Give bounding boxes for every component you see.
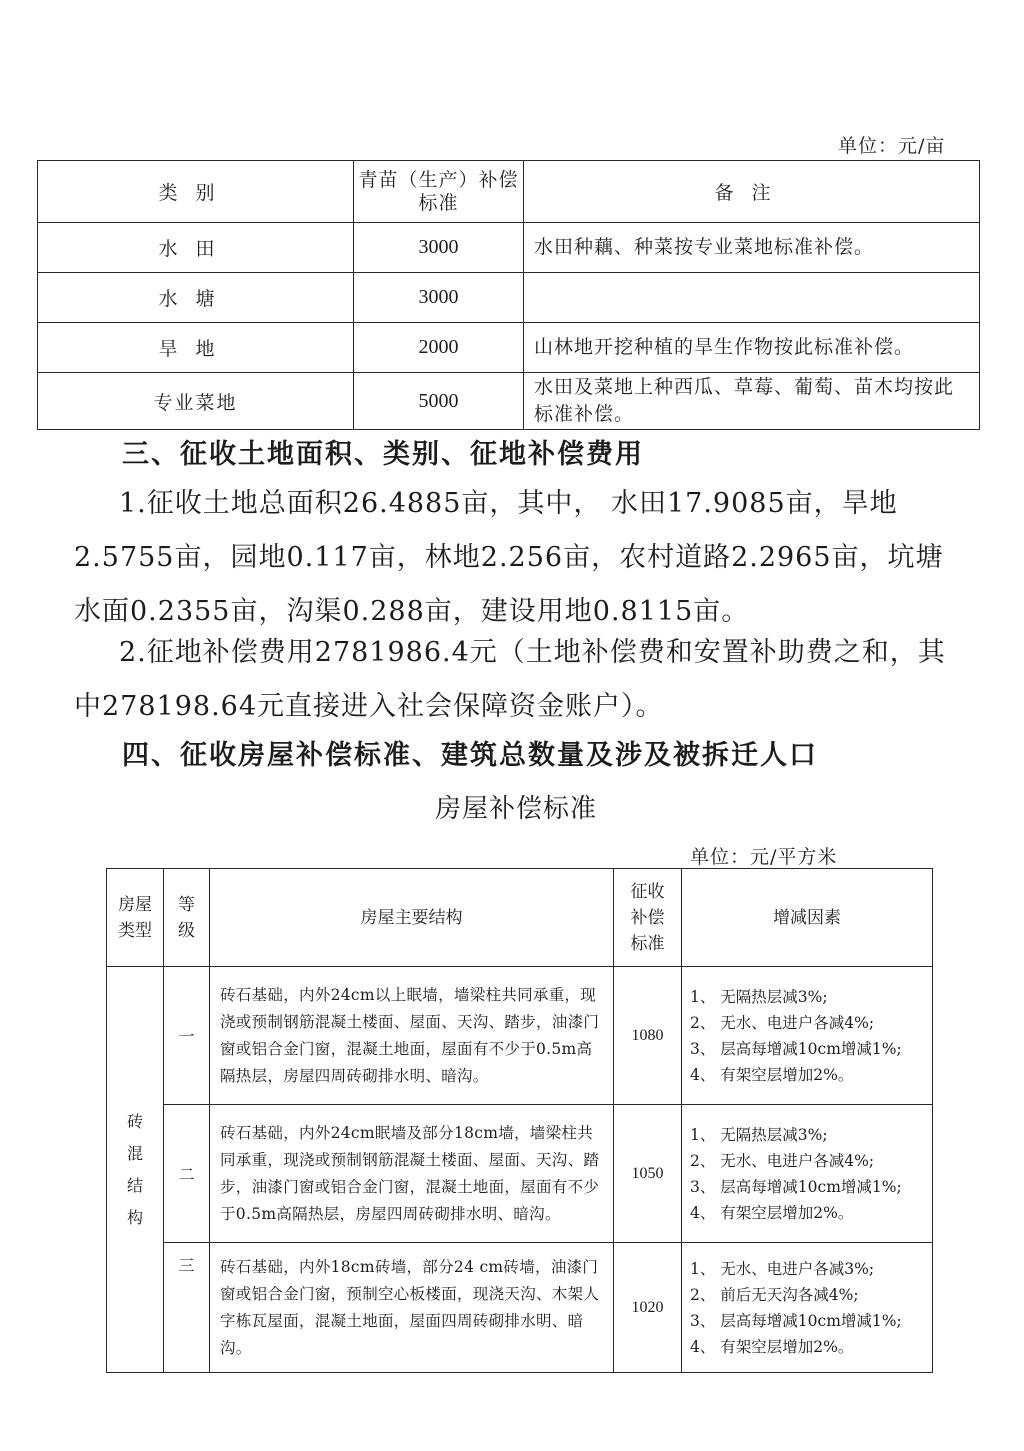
house-table-unit: 单位：元/平方米	[690, 846, 838, 868]
table-row	[38, 273, 980, 323]
paragraph-land-area: 1.征收土地总面积26.4885亩，其中， 水田17.9085亩，旱地2.5755亩，园地0.117亩，林地2.256亩，农村道路2.2965亩，坑塘水面0.2355亩，沟渠0.288亩，建设用地0.8115亩。	[74, 488, 944, 627]
factors-cell: 1、 无隔热层减3%; 2、 无水、电进户各减4%; 3、 层高每增减10cm增减1%; 4、 有架空层增加2%。	[682, 1105, 933, 1243]
structure-cell: 砖石基础，内外18cm砖墙，部分24 cm砖墙，油漆门窗或铝合金门窗，预制空心板楼面，现浇天沟、木架人字栋瓦屋面，混凝土地面，屋面四周砖砌排水明、暗沟。	[210, 1243, 614, 1373]
standard-cell: 2000	[354, 323, 524, 373]
note-cell: 山林地开挖种植的旱生作物按此标准补偿。	[524, 323, 980, 373]
grade-cell: 一	[164, 967, 210, 1105]
table-row	[38, 373, 980, 430]
header-note: 备注	[524, 161, 980, 223]
standard-cell: 1020	[614, 1243, 682, 1373]
factors-cell: 1、 无隔热层减3%; 2、 无水、电进户各减4%; 3、 层高每增减10cm增减1%; 4、 有架空层增加2%。	[682, 967, 933, 1105]
note-cell: 水田种藕、种菜按专业菜地标准补偿。	[524, 223, 980, 273]
header-grade: 等 级	[164, 869, 210, 967]
section-heading-4: 四、征收房屋补偿标准、建筑总数量及涉及被拆迁人口	[122, 740, 818, 771]
header-standard: 征收 补偿 标准	[614, 869, 682, 967]
header-structure: 房屋主要结构	[210, 869, 614, 967]
standard-cell: 1050	[614, 1105, 682, 1243]
paragraph-compensation-fee: 2.征地补偿费用2781986.4元（土地补偿费和安置补助费之和，其中278198.64元直接进入社会保障资金账户）。	[74, 637, 946, 722]
category-cell: 专业菜地	[38, 373, 354, 430]
standard-cell: 3000	[354, 273, 524, 323]
table-row	[107, 1243, 933, 1373]
structure-cell: 砖石基础，内外24cm以上眠墙，墙梁柱共同承重，现浇或预制钢筋混凝土楼面、屋面、天沟、踏步，油漆门窗或铝合金门窗，混凝土地面，屋面有不少于0.5m高隔热层，房屋四周砖砌排水明、暗沟。	[210, 967, 614, 1105]
header-house-type: 房屋 类型	[107, 869, 164, 967]
table-header-row	[107, 869, 933, 967]
house-compensation-table	[106, 868, 933, 1373]
header-category: 类别	[38, 161, 354, 223]
note-cell	[524, 273, 980, 323]
grade-cell: 三	[164, 1243, 210, 1373]
table-header-row	[38, 161, 980, 223]
table-row	[107, 967, 933, 1105]
note-cell: 水田及菜地上种西瓜、草莓、葡萄、苗木均按此标准补偿。	[524, 373, 980, 430]
category-cell: 水塘	[38, 273, 354, 323]
standard-cell: 3000	[354, 223, 524, 273]
factors-cell: 1、 无水、电进户各减3%; 2、 前后无天沟各减4%; 3、 层高每增减10cm增减1%; 4、 有架空层增加2%。	[682, 1243, 933, 1373]
category-cell: 水田	[38, 223, 354, 273]
section-heading-3: 三、征收土地面积、类别、征地补偿费用	[122, 439, 644, 470]
standard-cell: 1080	[614, 967, 682, 1105]
table-row	[38, 323, 980, 373]
land-compensation-table	[37, 160, 980, 430]
header-standard: 青苗（生产）补偿标准	[354, 161, 524, 223]
structure-cell: 砖石基础，内外24cm眠墙及部分18cm墙，墙梁柱共同承重，现浇或预制钢筋混凝土楼面、屋面、天沟、踏步，油漆门窗或铝合金门窗，混凝土地面，屋面有不少于0.5m高隔热层，房屋四周砖砌排水明、暗沟。	[210, 1105, 614, 1243]
category-cell: 旱地	[38, 323, 354, 373]
header-factors: 增减因素	[682, 869, 933, 967]
house-type-cell: 砖 混 结 构	[107, 967, 164, 1373]
table-row	[107, 1105, 933, 1243]
house-table-title: 房屋补偿标准	[434, 794, 597, 824]
land-table-unit: 单位：元/亩	[838, 135, 946, 157]
standard-cell: 5000	[354, 373, 524, 430]
grade-cell: 二	[164, 1105, 210, 1243]
table-row	[38, 223, 980, 273]
